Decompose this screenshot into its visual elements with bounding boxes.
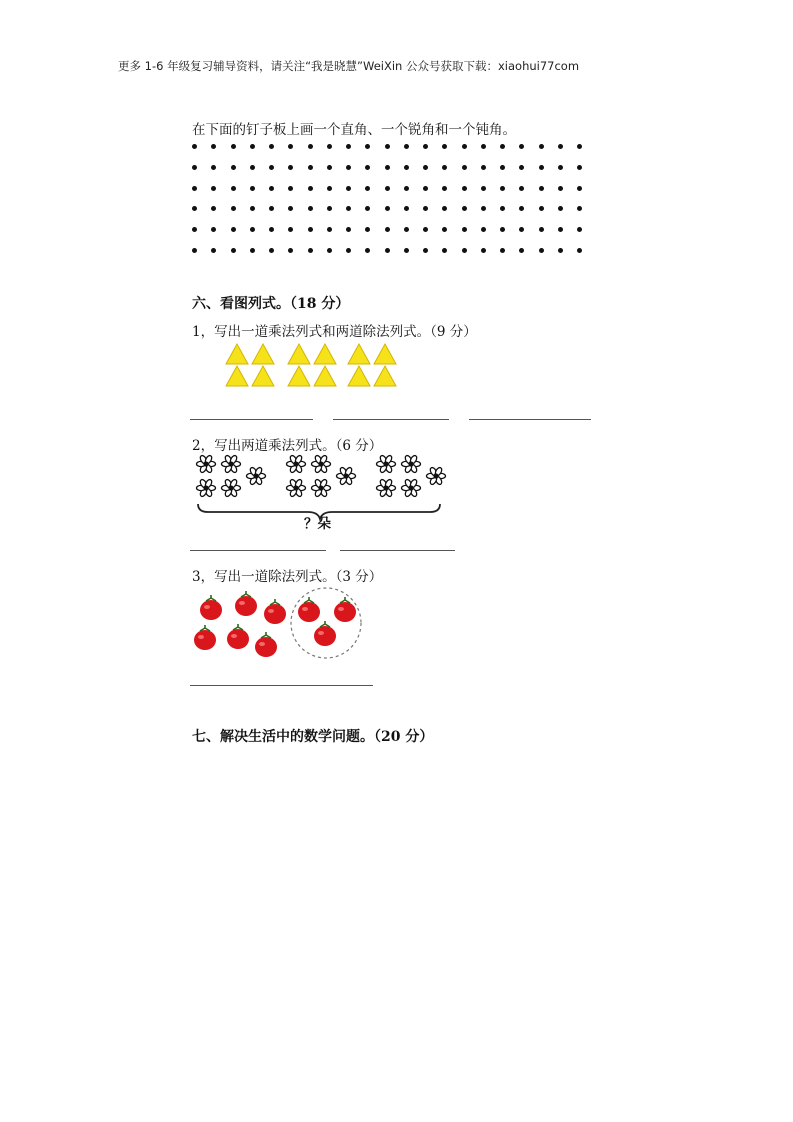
- peg-dot[interactable]: [519, 248, 524, 253]
- tomato-icon: [194, 625, 216, 650]
- peg-dot[interactable]: [423, 144, 428, 149]
- peg-dot[interactable]: [192, 165, 197, 170]
- flower-icon: [247, 466, 266, 485]
- peg-dot[interactable]: [442, 248, 447, 253]
- tomato-icon: [314, 621, 336, 646]
- peg-dot[interactable]: [231, 248, 236, 253]
- q1-answer-line-2[interactable]: [333, 419, 449, 420]
- peg-dot[interactable]: [346, 144, 351, 149]
- q3-prompt: 3，写出一道除法列式。（3 分）: [192, 569, 383, 585]
- peg-dot[interactable]: [211, 165, 216, 170]
- peg-dot[interactable]: [462, 248, 467, 253]
- peg-dot[interactable]: [462, 186, 467, 191]
- triangle-icon: [252, 366, 274, 386]
- peg-dot[interactable]: [577, 206, 582, 211]
- peg-dot[interactable]: [211, 206, 216, 211]
- peg-dot[interactable]: [462, 227, 467, 232]
- peg-dot[interactable]: [404, 248, 409, 253]
- peg-dot[interactable]: [327, 206, 332, 211]
- tomato-icon: [298, 597, 320, 622]
- peg-dot[interactable]: [308, 227, 313, 232]
- flower-icon: [312, 478, 331, 497]
- flower-icon: [197, 478, 216, 497]
- peg-dot[interactable]: [327, 227, 332, 232]
- dashed-group-circle: [291, 588, 361, 658]
- peg-dot[interactable]: [346, 206, 351, 211]
- peg-dot[interactable]: [404, 206, 409, 211]
- flower-icon: [402, 454, 421, 473]
- peg-dot[interactable]: [308, 186, 313, 191]
- peg-dot[interactable]: [308, 144, 313, 149]
- peg-dot[interactable]: [288, 144, 293, 149]
- peg-dot[interactable]: [519, 227, 524, 232]
- tomato-icon: [227, 624, 249, 649]
- peg-dot[interactable]: [558, 227, 563, 232]
- peg-dot[interactable]: [539, 248, 544, 253]
- peg-dot[interactable]: [423, 165, 428, 170]
- peg-dot[interactable]: [346, 165, 351, 170]
- peg-dot[interactable]: [365, 165, 370, 170]
- peg-dot[interactable]: [519, 186, 524, 191]
- peg-dot[interactable]: [192, 248, 197, 253]
- peg-dot[interactable]: [558, 165, 563, 170]
- peg-dot[interactable]: [539, 206, 544, 211]
- peg-dot[interactable]: [308, 206, 313, 211]
- tomato-icon: [200, 595, 222, 620]
- flower-icon: [222, 454, 241, 473]
- q1-answer-line-1[interactable]: [190, 419, 313, 420]
- flower-icon: [312, 454, 331, 473]
- peg-dot[interactable]: [404, 186, 409, 191]
- peg-dot[interactable]: [423, 186, 428, 191]
- peg-dot[interactable]: [500, 227, 505, 232]
- page-header: 更多 1-6 年级复习辅导资料，请关注“我是晓慧”WeiXin 公众号获取下载：xiaohui77com: [118, 59, 580, 73]
- peg-dot[interactable]: [288, 248, 293, 253]
- peg-dot[interactable]: [442, 227, 447, 232]
- peg-dot[interactable]: [192, 144, 197, 149]
- peg-dot[interactable]: [442, 165, 447, 170]
- peg-dot[interactable]: [577, 186, 582, 191]
- peg-dot[interactable]: [365, 144, 370, 149]
- flower-icon: [402, 478, 421, 497]
- peg-dot[interactable]: [288, 227, 293, 232]
- flower-icon: [377, 454, 396, 473]
- peg-dot[interactable]: [346, 227, 351, 232]
- peg-dot[interactable]: [423, 248, 428, 253]
- peg-dot[interactable]: [250, 144, 255, 149]
- flower-icon: [337, 466, 356, 485]
- peg-dot[interactable]: [500, 206, 505, 211]
- peg-dot[interactable]: [481, 206, 486, 211]
- peg-dot[interactable]: [462, 206, 467, 211]
- peg-dot[interactable]: [250, 186, 255, 191]
- triangle-icon: [374, 344, 396, 364]
- triangle-icon: [226, 344, 248, 364]
- peg-dot[interactable]: [500, 144, 505, 149]
- peg-dot[interactable]: [442, 144, 447, 149]
- peg-dot[interactable]: [327, 186, 332, 191]
- peg-dot[interactable]: [365, 248, 370, 253]
- peg-dot[interactable]: [211, 144, 216, 149]
- peg-dot[interactable]: [577, 248, 582, 253]
- peg-dot[interactable]: [423, 206, 428, 211]
- peg-dot[interactable]: [481, 165, 486, 170]
- peg-dot[interactable]: [481, 186, 486, 191]
- triangle-icon: [348, 366, 370, 386]
- peg-dot[interactable]: [577, 144, 582, 149]
- peg-dot[interactable]: [192, 186, 197, 191]
- q2-answer-line-1[interactable]: [190, 550, 326, 551]
- peg-dot[interactable]: [231, 165, 236, 170]
- flower-icon: [427, 466, 446, 485]
- triangle-icon: [348, 344, 370, 364]
- peg-dot[interactable]: [442, 186, 447, 191]
- triangle-icon: [252, 344, 274, 364]
- peg-dot[interactable]: [500, 165, 505, 170]
- peg-dot[interactable]: [192, 206, 197, 211]
- peg-dot[interactable]: [231, 206, 236, 211]
- peg-dot[interactable]: [288, 186, 293, 191]
- triangle-icon: [314, 344, 336, 364]
- peg-dot[interactable]: [269, 144, 274, 149]
- peg-dot[interactable]: [231, 144, 236, 149]
- triangle-icon: [374, 366, 396, 386]
- peg-dot[interactable]: [385, 227, 390, 232]
- peg-dot[interactable]: [365, 186, 370, 191]
- peg-dot[interactable]: [404, 165, 409, 170]
- triangle-icon: [288, 366, 310, 386]
- peg-dot[interactable]: [519, 144, 524, 149]
- peg-board[interactable]: [192, 144, 582, 256]
- peg-dot[interactable]: [327, 248, 332, 253]
- flower-icon: [197, 454, 216, 473]
- tomato-icon: [264, 599, 286, 624]
- peg-dot[interactable]: [385, 248, 390, 253]
- peg-dot[interactable]: [250, 248, 255, 253]
- flower-icon: [222, 478, 241, 497]
- peg-dot[interactable]: [250, 227, 255, 232]
- peg-dot[interactable]: [365, 206, 370, 211]
- peg-dot[interactable]: [211, 227, 216, 232]
- peg-dot[interactable]: [539, 144, 544, 149]
- peg-dot[interactable]: [327, 165, 332, 170]
- peg-dot[interactable]: [519, 165, 524, 170]
- tomato-icon: [235, 591, 257, 616]
- tomato-icon: [255, 632, 277, 657]
- peg-dot[interactable]: [519, 206, 524, 211]
- peg-dot[interactable]: [577, 165, 582, 170]
- peg-dot[interactable]: [231, 186, 236, 191]
- peg-dot[interactable]: [250, 165, 255, 170]
- peg-dot[interactable]: [462, 165, 467, 170]
- flower-icon: [377, 478, 396, 497]
- q1-answer-line-3[interactable]: [469, 419, 591, 420]
- peg-dot[interactable]: [539, 227, 544, 232]
- peg-dot[interactable]: [385, 165, 390, 170]
- peg-dot[interactable]: [442, 206, 447, 211]
- peg-dot[interactable]: [288, 165, 293, 170]
- triangle-icon: [288, 344, 310, 364]
- peg-dot[interactable]: [385, 144, 390, 149]
- peg-dot[interactable]: [500, 248, 505, 253]
- peg-dot[interactable]: [211, 186, 216, 191]
- peg-dot[interactable]: [346, 248, 351, 253]
- peg-dot[interactable]: [365, 227, 370, 232]
- peg-dot[interactable]: [327, 144, 332, 149]
- q2-answer-line-2[interactable]: [340, 550, 455, 551]
- section-seven-title: 七、解决生活中的数学问题。（20 分）: [192, 729, 434, 745]
- peg-dot[interactable]: [269, 186, 274, 191]
- peg-dot[interactable]: [269, 248, 274, 253]
- brace-label: ？朵: [304, 516, 331, 532]
- q1-prompt: 1，写出一道乘法列式和两道除法列式。（9 分）: [192, 324, 477, 340]
- triangle-groups: [222, 340, 402, 388]
- peg-dot[interactable]: [481, 248, 486, 253]
- peg-dot[interactable]: [404, 144, 409, 149]
- peg-dot[interactable]: [404, 227, 409, 232]
- section-six-title: 六、看图列式。（18 分）: [192, 296, 350, 312]
- peg-board-instruction: 在下面的钉子板上画一个直角、一个锐角和一个钝角。: [192, 122, 516, 138]
- peg-dot[interactable]: [577, 227, 582, 232]
- peg-dot[interactable]: [481, 227, 486, 232]
- flower-icon: [287, 478, 306, 497]
- flower-icon: [287, 454, 306, 473]
- peg-dot[interactable]: [481, 144, 486, 149]
- peg-dot[interactable]: [192, 227, 197, 232]
- peg-dot[interactable]: [462, 144, 467, 149]
- peg-dot[interactable]: [308, 165, 313, 170]
- tomato-picture: [190, 585, 370, 665]
- peg-dot[interactable]: [231, 227, 236, 232]
- peg-dot[interactable]: [269, 227, 274, 232]
- peg-dot[interactable]: [558, 186, 563, 191]
- q3-answer-line[interactable]: [190, 685, 373, 686]
- peg-dot[interactable]: [558, 206, 563, 211]
- peg-dot[interactable]: [558, 248, 563, 253]
- peg-dot[interactable]: [558, 144, 563, 149]
- peg-dot[interactable]: [250, 206, 255, 211]
- peg-dot[interactable]: [423, 227, 428, 232]
- peg-dot[interactable]: [539, 186, 544, 191]
- peg-dot[interactable]: [308, 248, 313, 253]
- peg-dot[interactable]: [269, 206, 274, 211]
- triangle-icon: [314, 366, 336, 386]
- peg-dot[interactable]: [385, 206, 390, 211]
- q2-prompt: 2，写出两道乘法列式。（6 分）: [192, 438, 383, 454]
- peg-dot[interactable]: [211, 248, 216, 253]
- peg-dot[interactable]: [346, 186, 351, 191]
- peg-dot[interactable]: [539, 165, 544, 170]
- peg-dot[interactable]: [500, 186, 505, 191]
- peg-dot[interactable]: [385, 186, 390, 191]
- peg-dot[interactable]: [288, 206, 293, 211]
- triangle-icon: [226, 366, 248, 386]
- peg-dot[interactable]: [269, 165, 274, 170]
- tomato-icon: [334, 597, 356, 622]
